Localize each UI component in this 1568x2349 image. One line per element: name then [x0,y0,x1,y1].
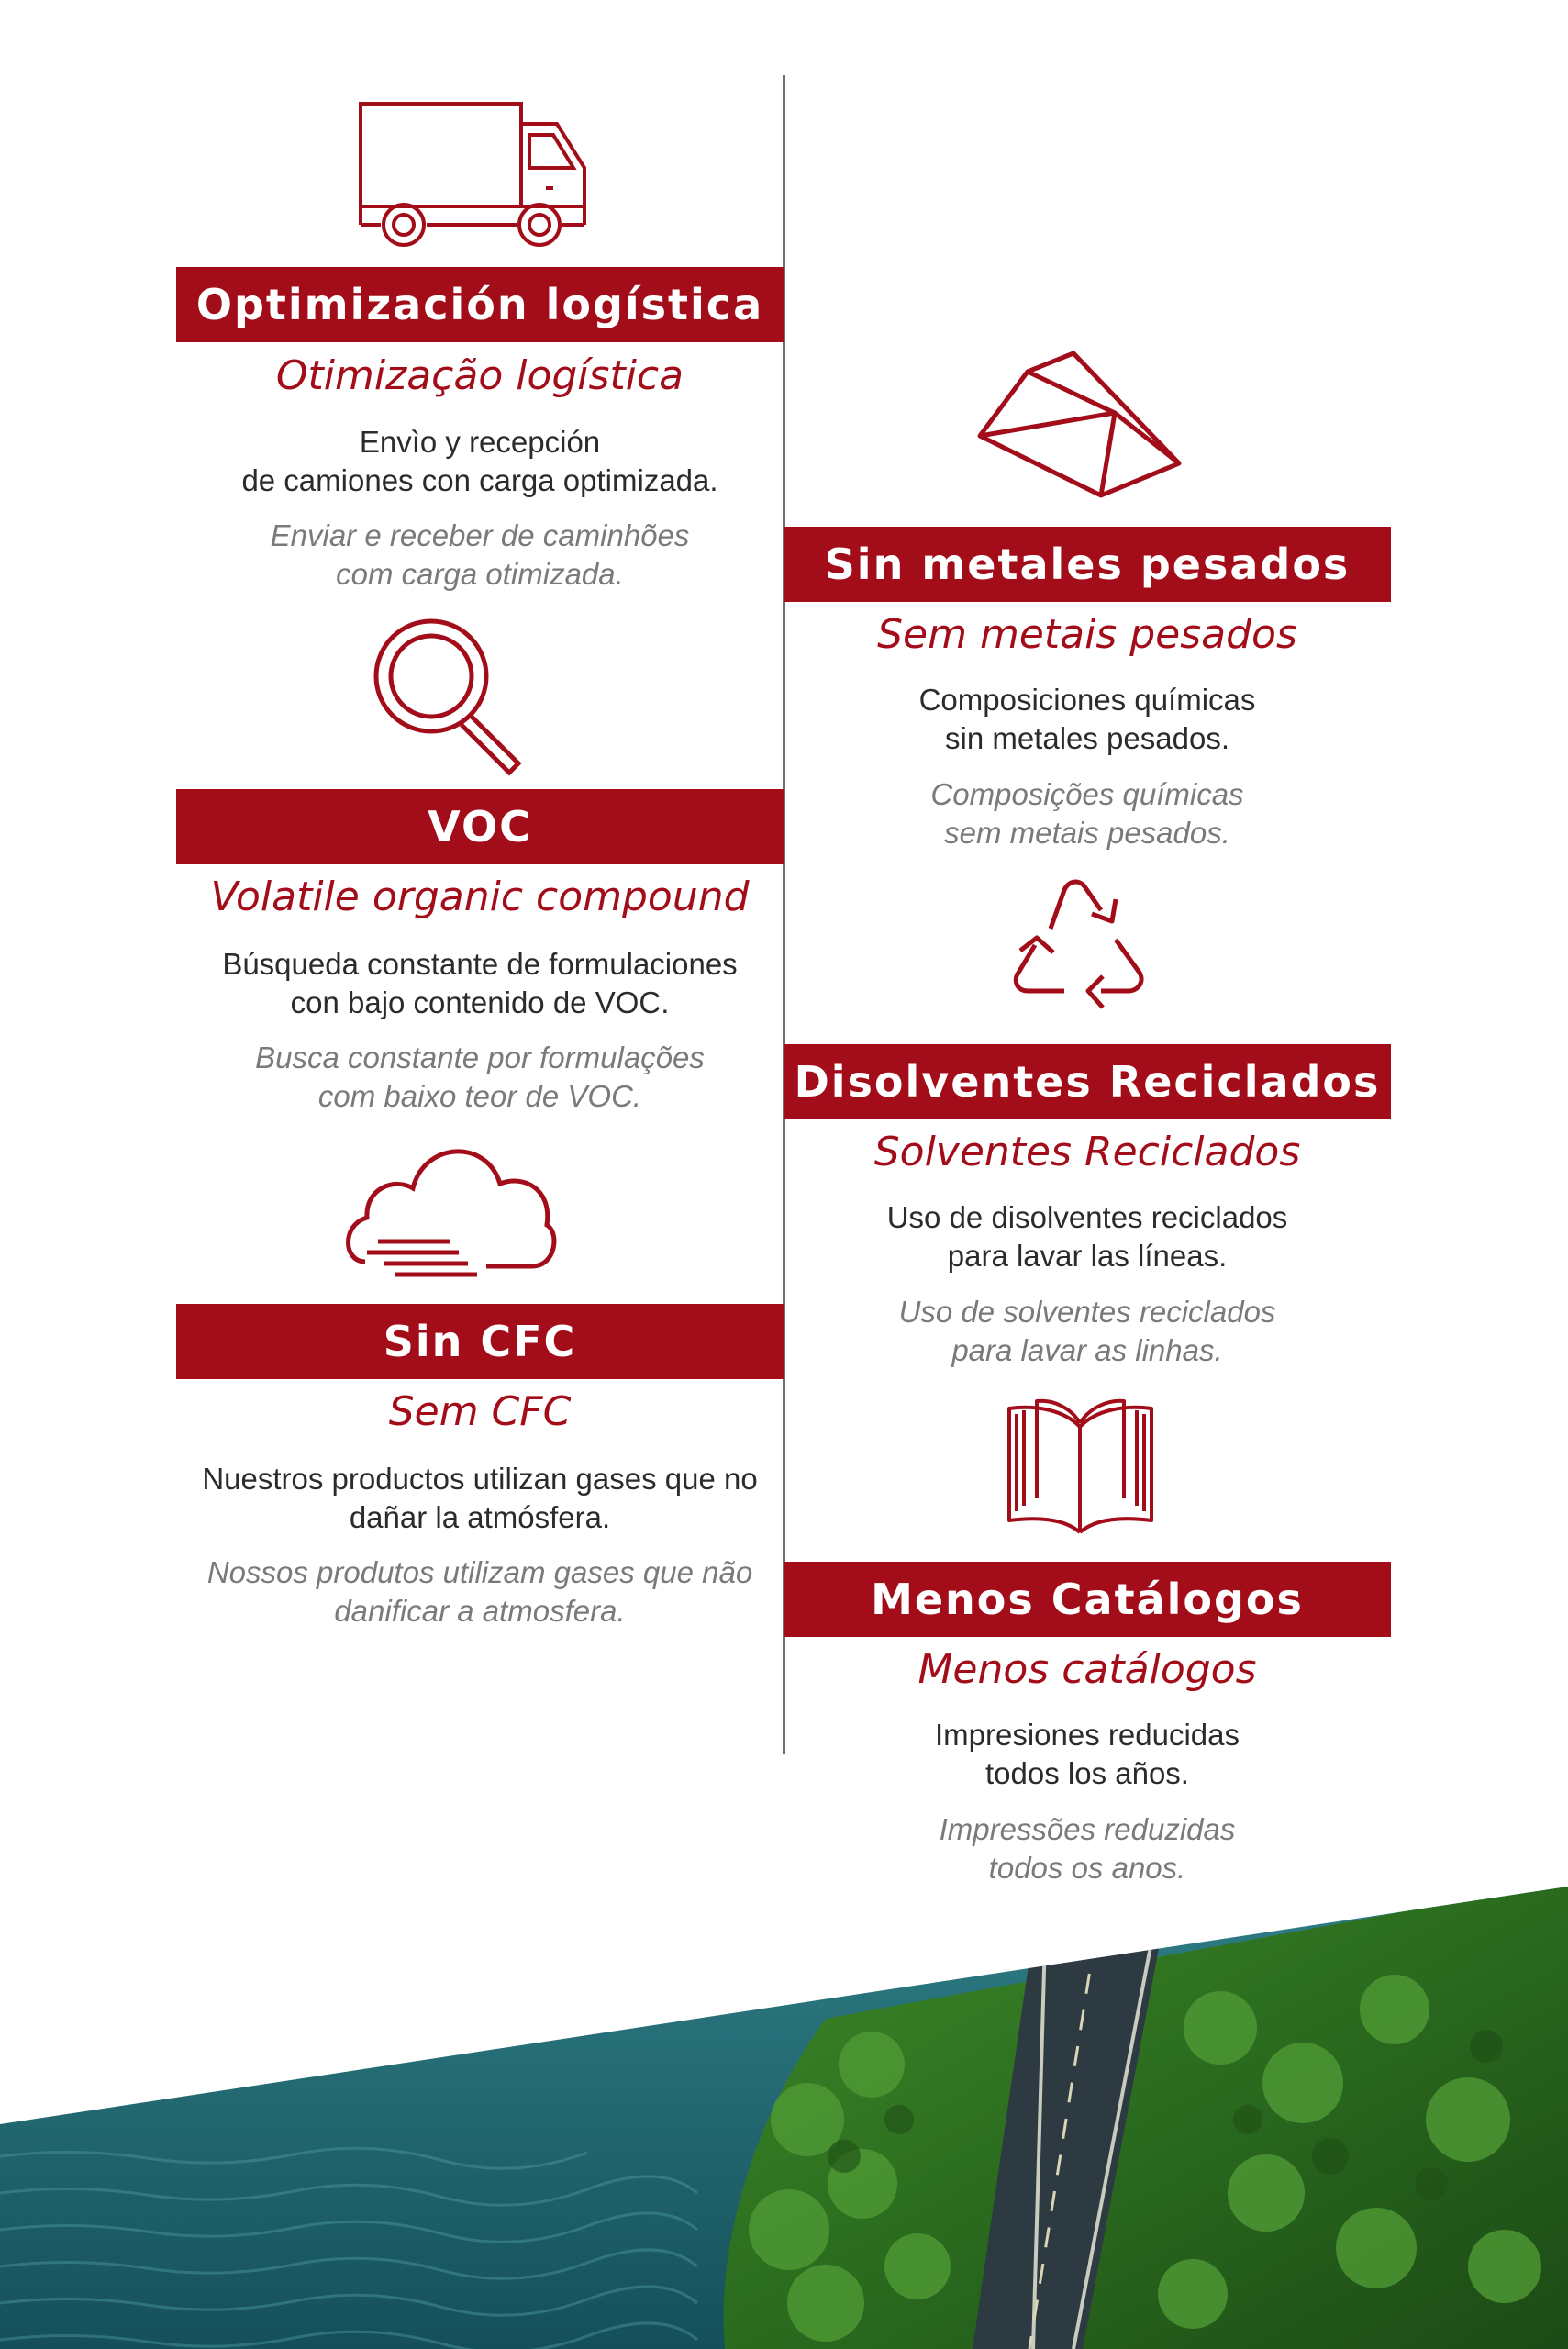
description-pt-cfc: Nossos produtos utilizam gases que não danificar a atmosfera. [206,1555,753,1628]
magnifier-icon [372,617,532,777]
recycle-icon [1000,874,1156,1030]
description-pt-voc: Busca constante por formulações com baixo teor de VOC. [255,1041,705,1113]
description-pt-logistics: Enviar e receber de caminhões com carga otimizada. [270,518,690,591]
description-es-heavy-metals: Composiciones químicas sin metales pesados. [918,683,1256,755]
title-banner-logistics: Optimización logística [176,267,784,342]
title-banner-recycled-solvents: Disolventes Reciclados [784,1044,1391,1119]
metal-ingot-icon [973,349,1184,500]
subtitle-fewer-catalogs: Menos catálogos [917,1646,1257,1693]
subtitle-logistics: Otimização logística [275,352,684,399]
subtitle-voc: Volatile organic compound [210,874,750,920]
description-es-voc: Búsqueda constante de formulaciones con bajo contenido de VOC. [222,947,738,1019]
subtitle-cfc: Sem CFC [388,1388,572,1435]
title-banner-fewer-catalogs: Menos Catálogos [784,1562,1391,1637]
description-es-logistics: Envìo y recepción de camiones con carga optimizada. [241,425,718,497]
description-es-cfc: Nuestros productos utilizan gases que no dañar la atmósfera. [202,1462,758,1534]
aerial-forest-road-image [0,1881,1568,2349]
description-pt-recycled-solvents: Uso de solventes reciclados para lavar as linhas. [898,1295,1276,1367]
description-es-fewer-catalogs: Impresiones reducidas todos los años. [935,1718,1240,1790]
book-icon [1000,1390,1161,1537]
description-es-recycled-solvents: Uso de disolventes reciclados para lavar las líneas. [886,1200,1288,1273]
cloud-icon [339,1133,560,1285]
subtitle-recycled-solvents: Solventes Reciclados [873,1129,1301,1175]
subtitle-heavy-metals: Sem metais pesados [877,611,1297,658]
title-banner-voc: VOC [176,789,784,864]
description-pt-heavy-metals: Composições químicas sem metais pesados. [930,777,1244,850]
truck-icon [353,96,592,252]
title-banner-heavy-metals: Sin metales pesados [784,527,1391,602]
description-pt-fewer-catalogs: Impressões reduzidas todos os anos. [939,1812,1236,1885]
title-banner-cfc: Sin CFC [176,1304,784,1379]
